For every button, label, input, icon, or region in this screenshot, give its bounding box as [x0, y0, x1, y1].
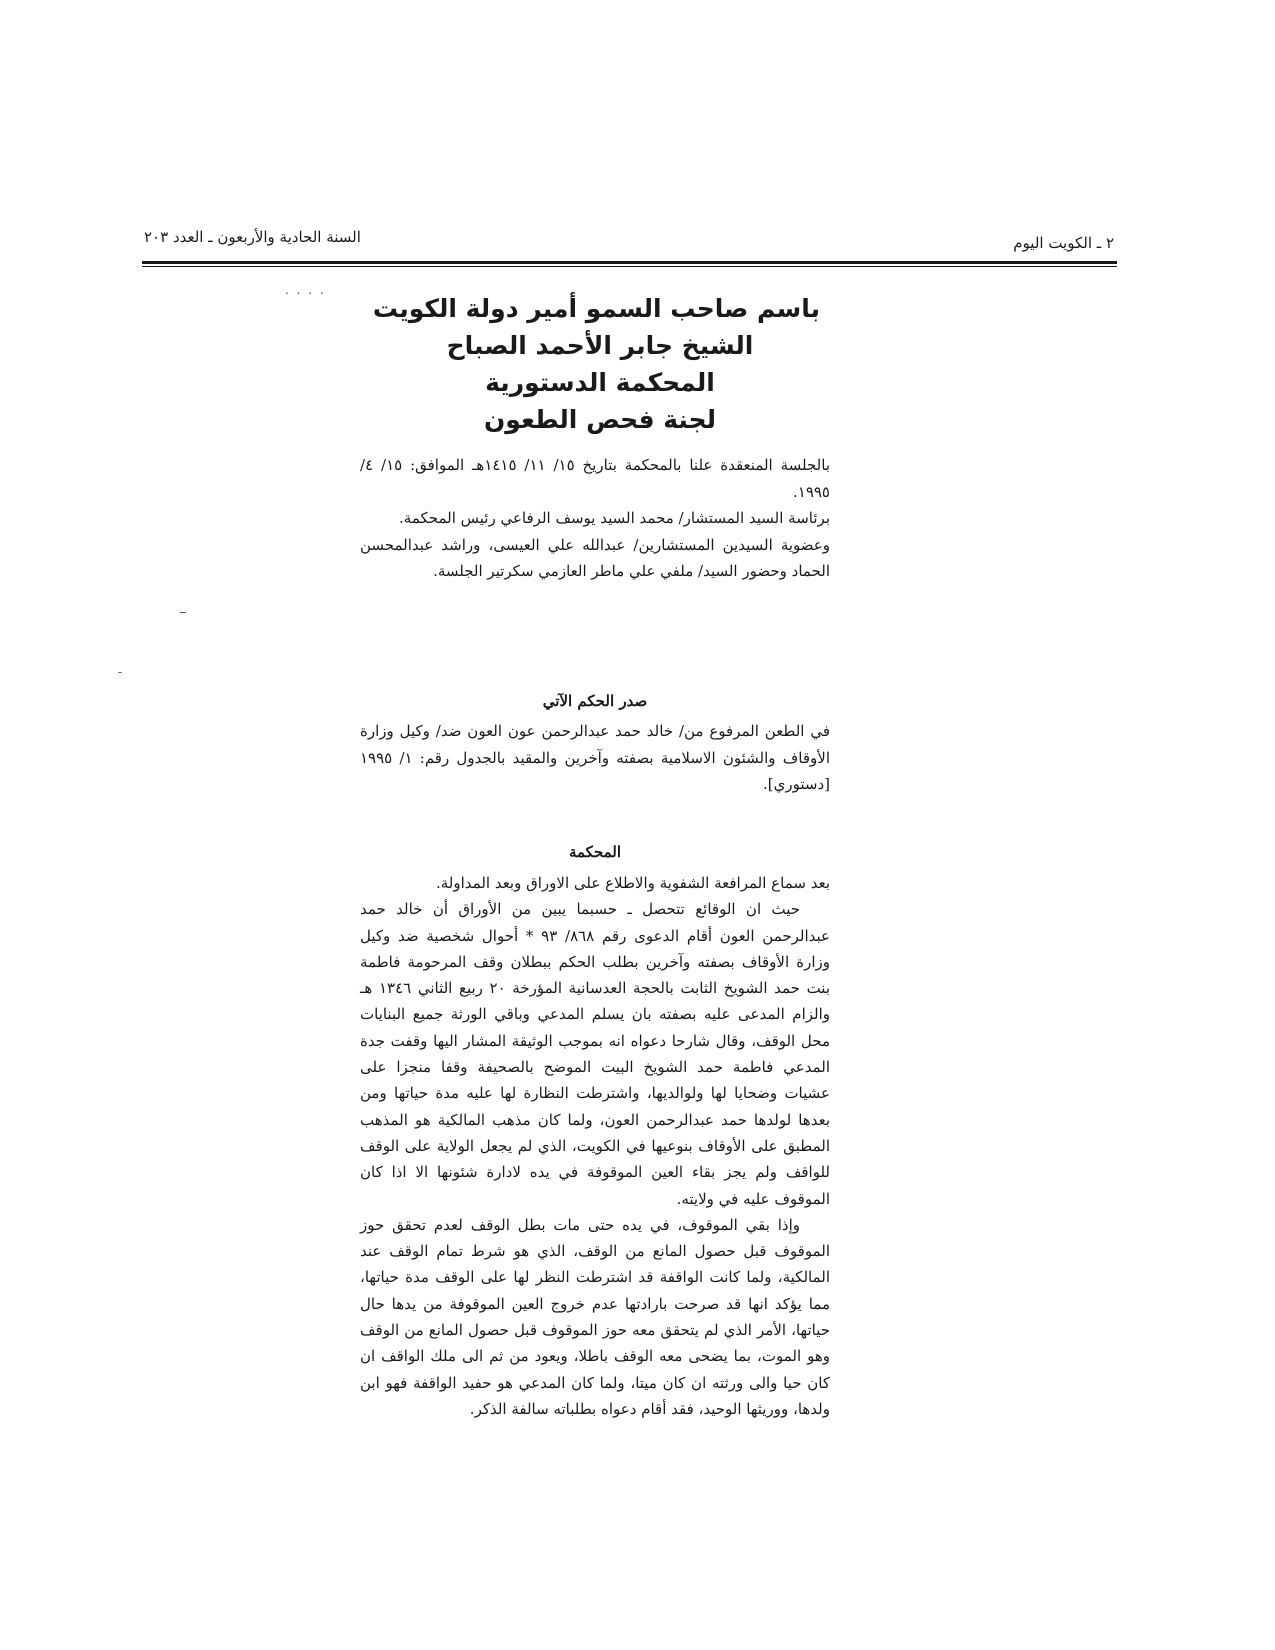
scan-mark	[180, 612, 186, 613]
title-line-committee: لجنة فحص الطعون	[483, 405, 717, 434]
session-president: برئاسة السيد المستشار/ محمد السيد يوسف الرفاعي رئيس المحكمة.	[399, 509, 830, 527]
session-details	[360, 452, 830, 585]
scan-mark	[118, 672, 122, 673]
title-line-sheikh: الشيخ جابر الأحمد الصباح	[446, 331, 754, 360]
title-line-court: المحكمة الدستورية	[485, 368, 715, 397]
running-header	[144, 228, 1114, 256]
appeal-text: في الطعن المرفوع من/ خالد حمد عبدالرحمن عون العون ضد/ وكيل وزارة الأوقاف والشئون الاسلامية بصفته وآخرين والمقيد بالجدول رقم: ١/ ١٩٩٥ [دستوري].	[360, 722, 830, 793]
header-rule-thick	[142, 261, 1117, 264]
court-paragraph: بعد سماع المرافعة الشفوية والاطلاع على الاوراق وبعد المداولة.	[435, 874, 830, 892]
title-line-emir: باسم صاحب السمو أمير دولة الكويت	[372, 294, 820, 323]
court-paragraph: وإذا بقي الموقوف، في يده حتى مات بطل الوقف لعدم تحقق حوز الموقوف قبل حصول المانع من الوقف، الذي هو شرط تمام الوقف عند المالكية، ولما كانت الواقفة قد اشترطت النظر لها على الوقف مدة حياتها، مما يؤكد انها قد صرحت بارادتها عدم خروج العين الموقوفة من يدها حال حياتها، الأمر الذي لم يتحقق معه حوز الموقوف قبل حصول المانع من الوقف وهو الموت، بما يضحى معه الوقف باطلا، ويعود من ثم الى ملك الواقف ان كان حيا والى ورثته ان كان ميتا، ولما كان المدعي هو حفيد الواقفة فهو ابن ولدها، ووريثها الوحيد، فقد أقام دعواه بطلباته سالفة الذكر.	[360, 1215, 830, 1418]
title-block	[372, 290, 820, 438]
header-issue-info: السنة الحادية والأربعون ـ العدد ٢٠٣	[144, 228, 361, 246]
court-reasoning	[360, 870, 830, 1422]
verdict-heading: صدر الحكم الآتي	[542, 692, 648, 710]
court-paragraph: حيث ان الوقائع تتحصل ـ حسبما يبين من الأوراق أن خالد حمد عبدالرحمن العون أقام الدعوى رقم ٨٦٨/ ٩٣ * أحوال شخصية ضد وكيل وزارة الأوقاف بصفته وآخرين بطلب الحكم ببطلان وقف المرحومة فاطمة بنت حمد الشويخ الثابت بالحجة العدسانية المؤرخة ٢٠ ربيع الثاني ١٣٤٦ هـ والزام المدعى عليه بصفته بان يسلم المدعي وباقي الورثة جميع البنايات محل الوقف، وقال شارحا دعواه انه بموجب الوثيقة المشار اليها وقفت جدة المدعي فاطمة حمد الشويخ البيت الموضح بالصحيفة وقفا منجزا على عشيات وضحايا لها ولوالديها، واشترطت النظارة لها عليه مدة حياتها ومن بعدها لولدها حمد عبدالرحمن العون، ولما كان مذهب المالكية هو المذهب المطبق على الأوقاف بنوعيها في الكويت، الذي لم يجعل الولاية على الوقف للواقف ولم يجز بقاء العين الموقوفة في يده لادارة شئونها الا اذا كان الموقوف عليه في ولايته.	[360, 900, 831, 1208]
header-publication-name: ٢ ـ الكويت اليوم	[1013, 234, 1114, 252]
court-heading: المحكمة	[568, 843, 622, 861]
session-date: بالجلسة المنعقدة علنا بالمحكمة بتاريخ ١٥/ ١١/ ١٤١٥هـ الموافق: ١٥/ ٤/ ١٩٩٥.	[360, 456, 830, 501]
header-rule-thin	[142, 266, 1117, 267]
session-members: وعضوية السيدين المستشارين/ عبدالله علي العيسى، وراشد عبدالمحسن الحماد وحضور السيد/ ملفي علي ماطر العازمي سكرتير الجلسة.	[360, 535, 830, 580]
scan-speck: . . . .	[285, 283, 326, 297]
appeal-details	[360, 718, 830, 798]
